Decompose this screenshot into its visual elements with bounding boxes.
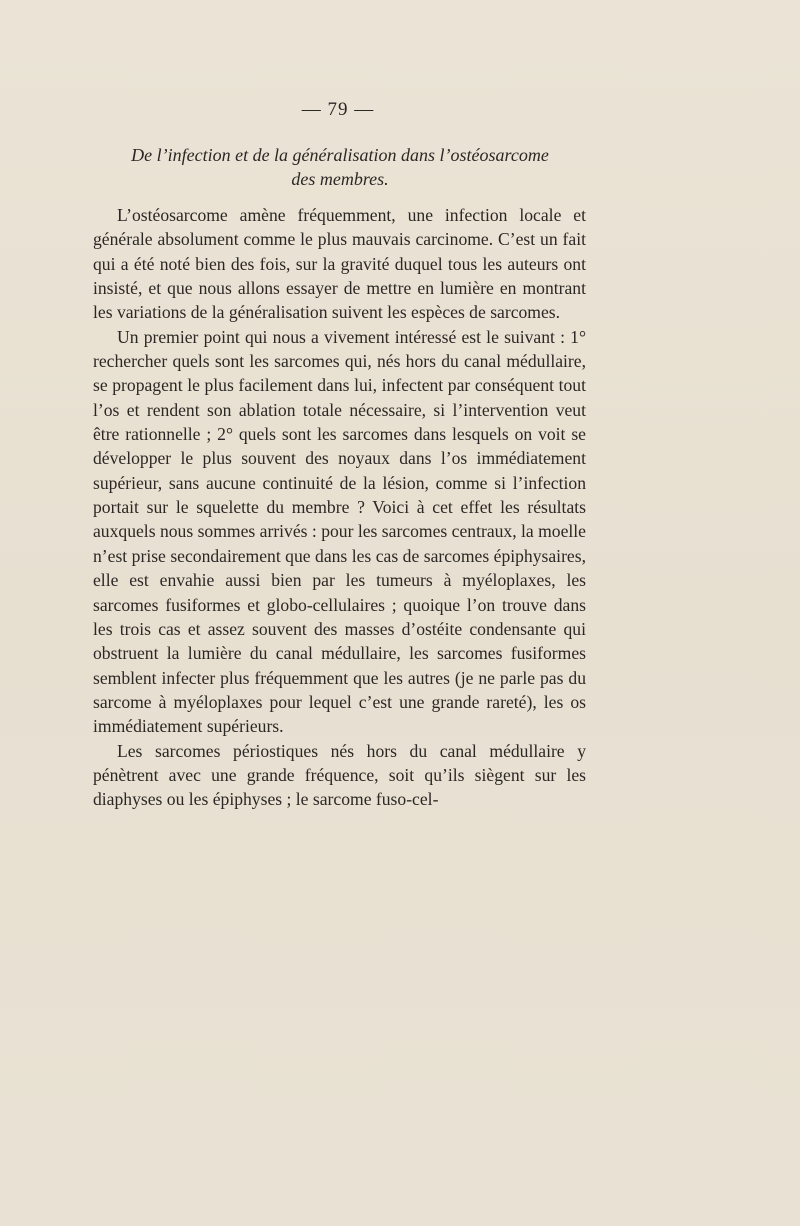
section-title-line-1: De l’infection et de la généralisation dans l’ostéosarcome xyxy=(131,145,549,165)
section-title-line-2: des membres. xyxy=(291,169,389,189)
paragraph-3: Les sarcomes périostiques nés hors du canal médullaire y pénètrent avec une grande fréquence, soit qu’ils siègent sur les diaphyses ou les épiphyses ; le sarcome fuso-cel- xyxy=(93,740,586,810)
page-number: — 79 — xyxy=(301,99,375,120)
body-text xyxy=(93,203,586,812)
paragraph-1: L’ostéosarcome amène fréquemment, une infection locale et générale absolument comme le plus mauvais carcinome. C’est un fait qui a été noté bien des fois, sur la gravité duquel tous les auteurs ont insisté, et que nous allons essayer de mettre en lumière en montrant les variations de la généralisation suivent les espèces de sarcomes. xyxy=(93,205,586,323)
paragraph-2: Un premier point qui nous a vivement intéressé est le suivant : 1° rechercher quels sont les sarcomes qui, nés hors du canal médullaire, se propagent le plus facilement dans lui, infectent par conséquent tout l’os et rendent son ablation totale nécessaire, si l’intervention veut être rationnelle ; 2° quels sont les sarcomes dans lesquels on voit se développer le plus souvent des noyaux dans l’os immédiatement supérieur, sans aucune continuité de la lésion, comme si l’infection portait sur le squelette du membre ? Voici à cet effet les résultats auxquels nous sommes arrivés : pour les sarcomes centraux, la moelle n’est prise secondairement que dans les cas de sarcomes épiphysaires, elle est envahie aussi bien par les tumeurs à myéloplaxes, les sarcomes fusiformes et globo-cellulaires ; quoique l’on trouve dans les trois cas et assez souvent des masses d’ostéite condensante qui obstruent la lumière du canal médullaire, les sarcomes fusiformes semblent infecter plus fréquemment que les autres (je ne parle pas du sarcome à myéloplaxes pour lequel c’est une grande rareté), les os immédiatement supérieurs. xyxy=(93,326,586,737)
section-title xyxy=(94,143,586,191)
